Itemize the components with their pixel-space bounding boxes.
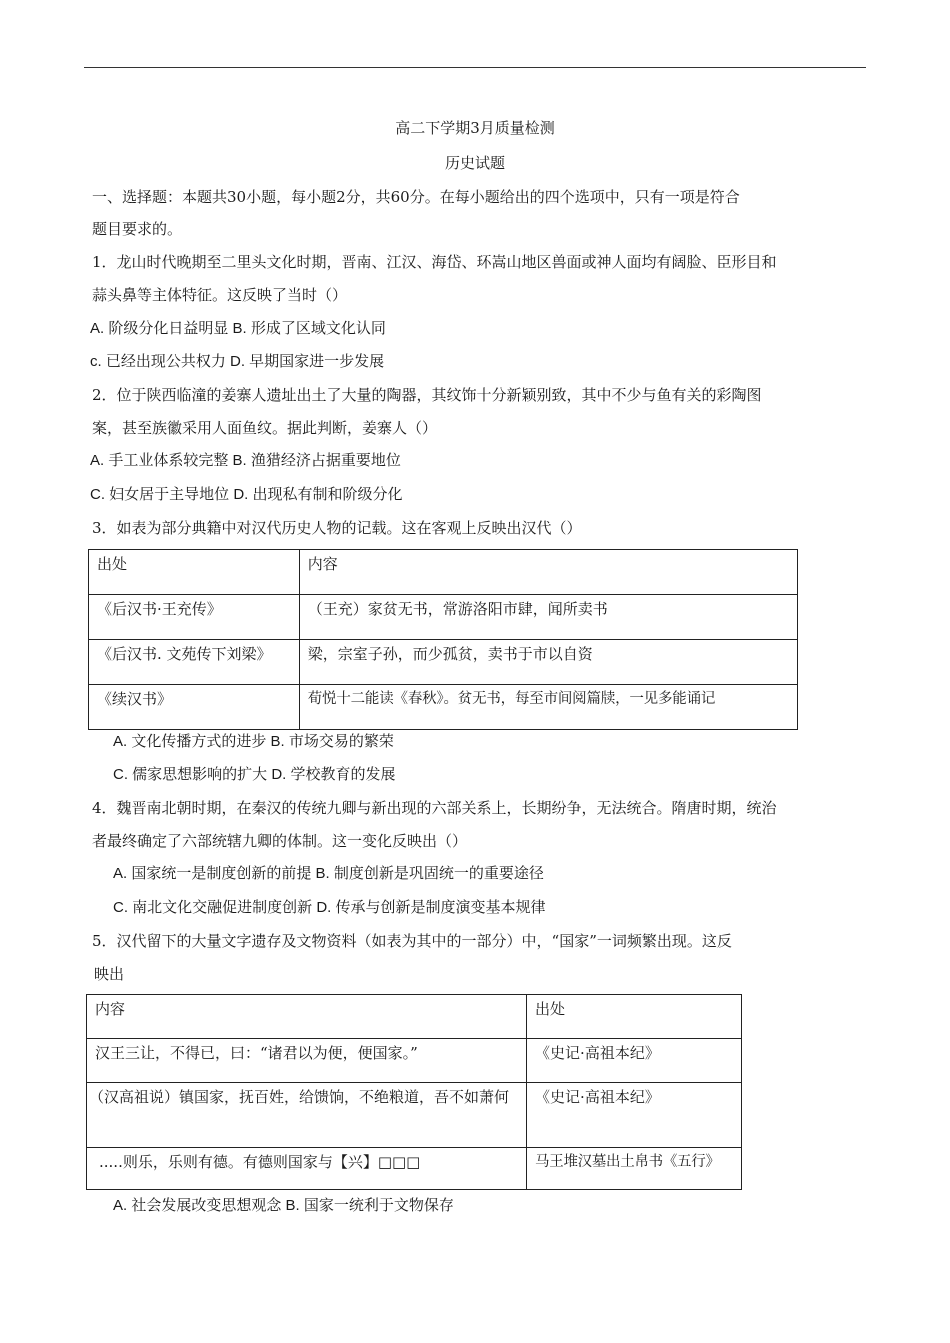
section-instruction-line1: 一、选择题：本题共30小题，每小题2分，共60分。在每小题给出的四个选项中，只有一项是符合 bbox=[92, 188, 740, 206]
table-header-cell: 出处 bbox=[527, 995, 742, 1039]
header-rule bbox=[84, 67, 866, 68]
table-header-row bbox=[89, 550, 798, 595]
exam-subtitle: 历史试题 bbox=[444, 154, 505, 172]
q3-stem: 3．如表为部分典籍中对汉代历史人物的记载。这在客观上反映出汉代（） bbox=[92, 519, 582, 537]
q4-stem-line1: 4．魏晋南北朝时期，在秦汉的传统九卿与新出现的六部关系上，长期纷争，无法统合。隋唐时期，统治 bbox=[92, 799, 777, 817]
table-cell-source: 《后汉书·王充传》 bbox=[89, 595, 300, 640]
table-row bbox=[89, 640, 798, 685]
section-instruction-line2: 题目要求的。 bbox=[92, 220, 183, 238]
q2-options-cd: C. 妇女居于主导地位 D. 出现私有制和阶级分化 bbox=[90, 486, 403, 503]
table-row bbox=[87, 1148, 742, 1190]
table-cell-source: 马王堆汉墓出土帛书《五行》 bbox=[527, 1148, 742, 1190]
q3-options-cd: C. 儒家思想影响的扩大 D. 学校教育的发展 bbox=[113, 766, 396, 783]
table-row bbox=[89, 685, 798, 730]
q2-stem-line1: 2．位于陕西临潼的姜寨人遗址出土了大量的陶器，其纹饰十分新颖别致，其中不少与鱼有关的彩陶图 bbox=[92, 386, 762, 404]
table-cell-content: 汉王三让，不得已，曰：“诸君以为便，便国家。” bbox=[87, 1039, 527, 1083]
table-cell-source: 《史记·高祖本纪》 bbox=[527, 1083, 742, 1148]
q1-options-cd: c. 已经出现公共权力 D. 早期国家进一步发展 bbox=[90, 353, 385, 370]
table-cell-source: 《史记·高祖本纪》 bbox=[527, 1039, 742, 1083]
q4-stem-line2: 者最终确定了六部统辖九卿的体制。这一变化反映出（） bbox=[92, 832, 468, 850]
table-row bbox=[87, 1083, 742, 1148]
table-cell-content: 梁，宗室子孙，而少孤贫，卖书于市以自资 bbox=[299, 640, 797, 685]
q5-stem-line2: 映出 bbox=[94, 965, 125, 983]
table-header-cell: 内容 bbox=[87, 995, 527, 1039]
exam-title: 高二下学期3月质量检测 bbox=[395, 119, 555, 137]
table-cell-content: 荀悦十二能读《春秋》。贫无书，每至市间阅篇牍，一见多能诵记 bbox=[299, 685, 797, 730]
q1-stem-line2: 蒜头鼻等主体特征。这反映了当时（） bbox=[92, 286, 348, 304]
table-header-cell: 出处 bbox=[89, 550, 300, 595]
table-header-row bbox=[87, 995, 742, 1039]
q4-options-cd: C. 南北文化交融促进制度创新 D. 传承与创新是制度演变基本规律 bbox=[113, 899, 546, 916]
q5-stem-line1: 5．汉代留下的大量文字遗存及文物资料（如表为其中的一部分）中，“国家”一词频繁出现。这反 bbox=[92, 932, 732, 950]
table-cell-content: （王充）家贫无书，常游洛阳市肆，闻所卖书 bbox=[299, 595, 797, 640]
q2-stem-line2: 案，甚至族徽采用人面鱼纹。据此判断，姜寨人（） bbox=[92, 419, 438, 437]
q2-options-ab: A. 手工业体系较完整 B. 渔猎经济占据重要地位 bbox=[90, 452, 401, 469]
table-cell-source: 《续汉书》 bbox=[89, 685, 300, 730]
q5-table bbox=[86, 994, 742, 1190]
table-row bbox=[89, 595, 798, 640]
table-row bbox=[87, 1039, 742, 1083]
q3-options-ab: A. 文化传播方式的进步 B. 市场交易的繁荣 bbox=[113, 733, 394, 750]
table-cell-content: （汉高祖说）镇国家，抚百姓，给馈饷，不绝粮道，吾不如萧何 bbox=[87, 1083, 527, 1148]
q1-options-ab: A. 阶级分化日益明显 B. 形成了区域文化认同 bbox=[90, 320, 386, 337]
table-header-cell: 内容 bbox=[299, 550, 797, 595]
q5-options-ab: A. 社会发展改变思想观念 B. 国家一统利于文物保存 bbox=[113, 1197, 454, 1214]
q3-table bbox=[88, 549, 798, 730]
q4-options-ab: A. 国家统一是制度创新的前提 B. 制度创新是巩固统一的重要途径 bbox=[113, 865, 544, 882]
table-cell-source: 《后汉书. 文苑传下刘梁》 bbox=[89, 640, 300, 685]
table-cell-content: .....则乐，乐则有德。有德则国家与【兴】□□□ bbox=[87, 1148, 527, 1190]
q1-stem-line1: 1．龙山时代晚期至二里头文化时期，晋南、江汉、海岱、环嵩山地区兽面或神人面均有阔脸、臣形目和 bbox=[92, 253, 777, 271]
